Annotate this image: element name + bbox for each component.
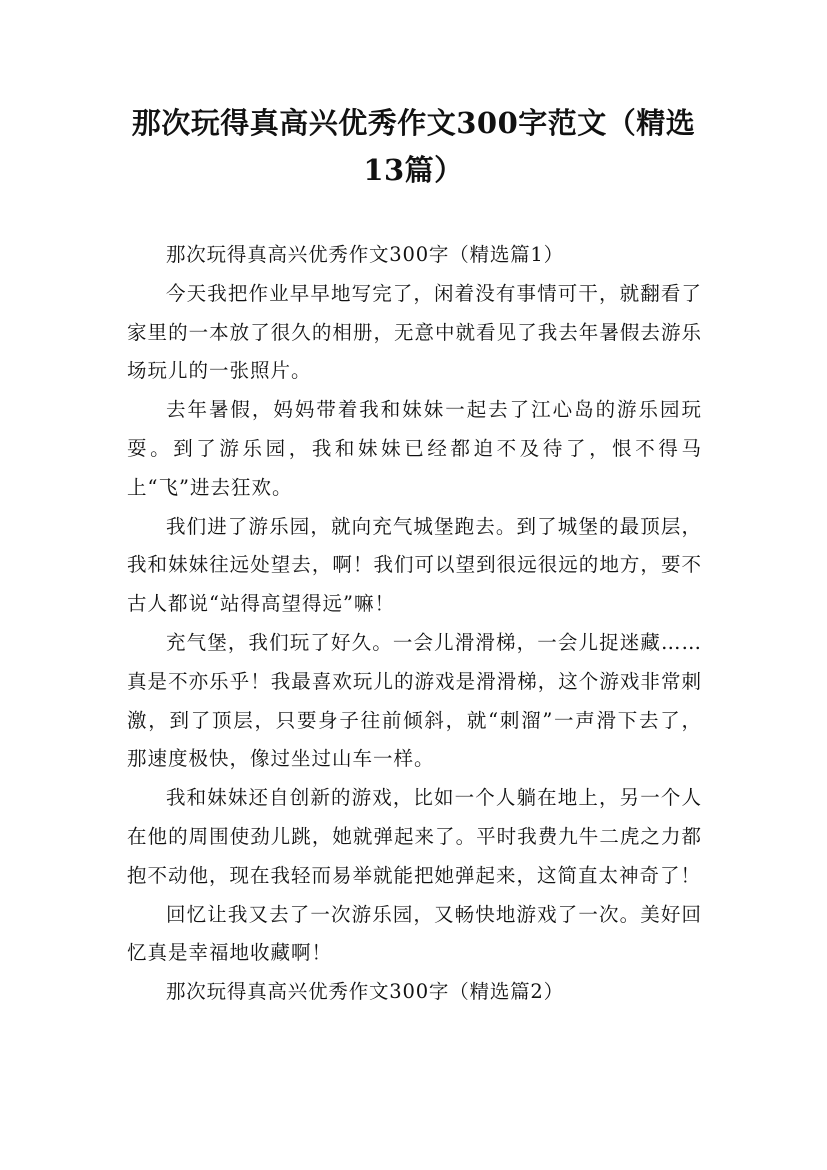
paragraph-2: 去年暑假，妈妈带着我和妹妹一起去了江心岛的游乐园玩耍。到了游乐园，我和妹妹已经都迫不及待了，恨不得马上“飞”进去狂欢。 <box>127 398 702 499</box>
document-body <box>127 236 702 1012</box>
section-heading-2: 那次玩得真高兴优秀作文300字（精选篇2） <box>166 980 564 1004</box>
paragraph-5: 我和妹妹还自创新的游戏，比如一个人躺在地上，另一个人在他的周围使劲儿跳，她就弹起来了。平时我费九牛二虎之力都抱不动他，现在我轻而易举就能把她弹起来，这简直太神奇了！ <box>127 786 702 887</box>
title-line-2: 13篇） <box>363 153 464 187</box>
paragraph-3: 我们进了游乐园，就向充气城堡跑去。到了城堡的最顶层，我和妹妹往远处望去，啊！我们可以望到很远很远的地方，要不古人都说“站得高望得远”嘛！ <box>127 514 702 616</box>
paragraph-4: 充气堡，我们玩了好久。一会儿滑滑梯，一会儿捉迷藏……真是不亦乐乎！我最喜欢玩儿的游戏是滑滑梯，这个游戏非常刺激，到了顶层，只要身子往前倾斜，就“刺溜”一声滑下去了，那速度极快，像过坐过山车一样。 <box>127 630 702 771</box>
title-line-1: 那次玩得真高兴优秀作文300字范文（精选 <box>131 106 696 140</box>
paragraph-1: 今天我把作业早早地写完了，闲着没有事情可干，就翻看了家里的一本放了很久的相册，无意中就看见了我去年暑假去游乐场玩儿的一张照片。 <box>127 281 702 383</box>
section-heading-1: 那次玩得真高兴优秀作文300字（精选篇1） <box>166 243 564 266</box>
document-title <box>110 100 717 194</box>
paragraph-6: 回忆让我又去了一次游乐园，又畅快地游戏了一次。美好回忆真是幸福地收藏啊！ <box>127 902 702 965</box>
